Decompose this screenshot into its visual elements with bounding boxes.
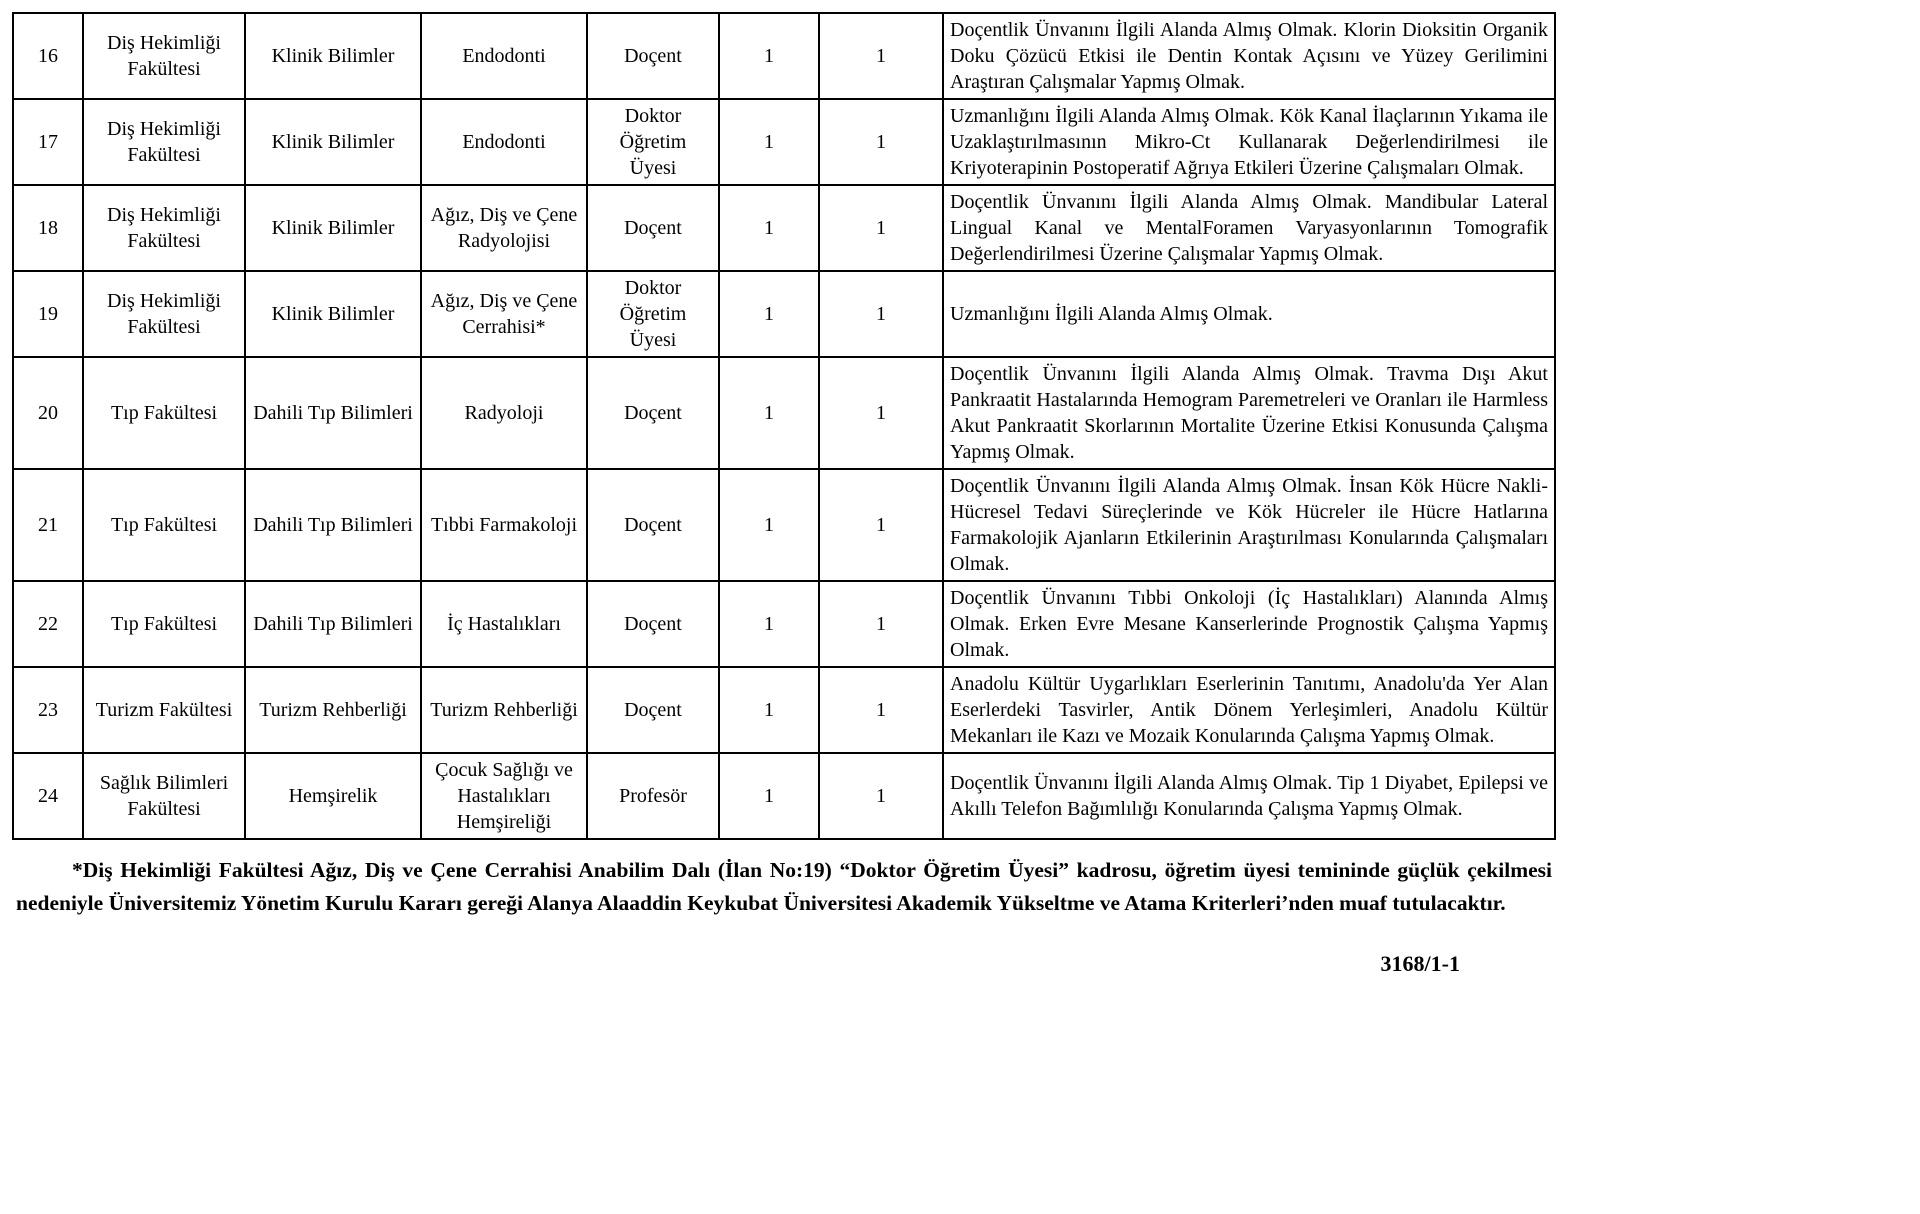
cell-row-number: 23 bbox=[13, 667, 83, 753]
cell-description: Doçentlik Ünvanını İlgili Alanda Almış Olmak. Mandibular Lateral Lingual Kanal ve MentalForamen Varyasyonlarının Tomografik Değerlendirilmesi Üzerine Çalışmalar Yapmış Olmak. bbox=[943, 185, 1555, 271]
cell-row-number: 24 bbox=[13, 753, 83, 839]
academic-positions-table bbox=[12, 12, 1556, 840]
cell-count-1: 1 bbox=[719, 469, 819, 581]
table-row bbox=[13, 99, 1555, 185]
cell-count-1: 1 bbox=[719, 99, 819, 185]
cell-title: Doktor Öğretim Üyesi bbox=[587, 99, 719, 185]
cell-count-2: 1 bbox=[819, 357, 943, 469]
cell-description: Uzmanlığını İlgili Alanda Almış Olmak. Kök Kanal İlaçlarının Yıkama ile Uzaklaştırılmasının Mikro-Ct Kullanarak Değerlendirilmesi ile Kriyoterapinin Postoperatif Ağrıya Etkileri Üzerine Çalışmaları Olmak. bbox=[943, 99, 1555, 185]
cell-description: Doçentlik Ünvanını İlgili Alanda Almış Olmak. Travma Dışı Akut Pankraatit Hastalarında Hemogram Paremetreleri ve Oranları ile Harmless Akut Pankraatit Skorlarının Mortalite Üzerine Etkisi Konusunda Çalışma Yapmış Olmak. bbox=[943, 357, 1555, 469]
cell-department: Dahili Tıp Bilimleri bbox=[245, 581, 421, 667]
cell-count-1: 1 bbox=[719, 667, 819, 753]
cell-faculty: Diş Hekimliği Fakültesi bbox=[83, 99, 245, 185]
cell-program: Ağız, Diş ve Çene Cerrahisi* bbox=[421, 271, 587, 357]
cell-description: Anadolu Kültür Uygarlıkları Eserlerinin Tanıtımı, Anadolu'da Yer Alan Eserlerdeki Tasvirler, Antik Dönem Yerleşimleri, Anadolu Kültür Mekanları ile Kazı ve Mozaik Konularında Çalışma Yapmış Olmak. bbox=[943, 667, 1555, 753]
cell-count-2: 1 bbox=[819, 185, 943, 271]
cell-department: Dahili Tıp Bilimleri bbox=[245, 469, 421, 581]
cell-row-number: 20 bbox=[13, 357, 83, 469]
cell-description: Uzmanlığını İlgili Alanda Almış Olmak. bbox=[943, 271, 1555, 357]
cell-description: Doçentlik Ünvanını İlgili Alanda Almış Olmak. Tip 1 Diyabet, Epilepsi ve Akıllı Telefon Bağımlılığı Konularında Çalışma Yapmış Olmak. bbox=[943, 753, 1555, 839]
cell-row-number: 19 bbox=[13, 271, 83, 357]
cell-department: Turizm Rehberliği bbox=[245, 667, 421, 753]
cell-row-number: 21 bbox=[13, 469, 83, 581]
cell-title: Doktor Öğretim Üyesi bbox=[587, 271, 719, 357]
cell-row-number: 22 bbox=[13, 581, 83, 667]
cell-faculty: Turizm Fakültesi bbox=[83, 667, 245, 753]
cell-title: Doçent bbox=[587, 357, 719, 469]
cell-description: Doçentlik Ünvanını İlgili Alanda Almış Olmak. İnsan Kök Hücre Nakli-Hücresel Tedavi Süreçlerinde ve Kök Hücreler ile Hücre Hatlarına Farmakolojik Ajanların Etkilerinin Araştırılması Konularında Çalışmaları Olmak. bbox=[943, 469, 1555, 581]
cell-title: Doçent bbox=[587, 581, 719, 667]
cell-row-number: 18 bbox=[13, 185, 83, 271]
cell-count-1: 1 bbox=[719, 271, 819, 357]
cell-title: Doçent bbox=[587, 667, 719, 753]
cell-faculty: Sağlık Bilimleri Fakültesi bbox=[83, 753, 245, 839]
cell-count-2: 1 bbox=[819, 469, 943, 581]
cell-faculty: Diş Hekimliği Fakültesi bbox=[83, 271, 245, 357]
footnote-exemption-note: *Diş Hekimliği Fakültesi Ağız, Diş ve Çene Cerrahisi Anabilim Dalı (İlan No:19) “Doktor Öğretim Üyesi” kadrosu, öğretim üyesi temininde güçlük çekilmesi nedeniyle Üniversitemiz Yönetim Kurulu Kararı gereği Alanya Alaaddin Keykubat Üniversitesi Akademik Yükseltme ve Atama Kriterleri’nden muaf tutulacaktır. bbox=[16, 858, 1552, 916]
cell-count-2: 1 bbox=[819, 13, 943, 99]
cell-count-2: 1 bbox=[819, 581, 943, 667]
cell-count-2: 1 bbox=[819, 667, 943, 753]
cell-faculty: Tıp Fakültesi bbox=[83, 581, 245, 667]
cell-count-1: 1 bbox=[719, 753, 819, 839]
cell-faculty: Tıp Fakültesi bbox=[83, 469, 245, 581]
cell-department: Klinik Bilimler bbox=[245, 13, 421, 99]
table-row bbox=[13, 581, 1555, 667]
cell-program: Ağız, Diş ve Çene Radyolojisi bbox=[421, 185, 587, 271]
cell-count-1: 1 bbox=[719, 581, 819, 667]
cell-faculty: Diş Hekimliği Fakültesi bbox=[83, 13, 245, 99]
cell-title: Doçent bbox=[587, 185, 719, 271]
cell-title: Profesör bbox=[587, 753, 719, 839]
table-row bbox=[13, 185, 1555, 271]
announcement-number: 3168/1-1 bbox=[1380, 950, 1460, 976]
cell-count-1: 1 bbox=[719, 13, 819, 99]
table-row bbox=[13, 753, 1555, 839]
cell-program: Çocuk Sağlığı ve Hastalıkları Hemşireliği bbox=[421, 753, 587, 839]
cell-department: Klinik Bilimler bbox=[245, 99, 421, 185]
cell-row-number: 17 bbox=[13, 99, 83, 185]
cell-faculty: Tıp Fakültesi bbox=[83, 357, 245, 469]
table-row bbox=[13, 667, 1555, 753]
cell-count-1: 1 bbox=[719, 357, 819, 469]
cell-faculty: Diş Hekimliği Fakültesi bbox=[83, 185, 245, 271]
table-row bbox=[13, 469, 1555, 581]
cell-title: Doçent bbox=[587, 469, 719, 581]
table-row bbox=[13, 357, 1555, 469]
cell-description: Doçentlik Ünvanını İlgili Alanda Almış Olmak. Klorin Dioksitin Organik Doku Çözücü Etkisi ile Dentin Kontak Açısını ve Yüzey Gerilimini Araştıran Çalışmalar Yapmış Olmak. bbox=[943, 13, 1555, 99]
cell-program: Endodonti bbox=[421, 99, 587, 185]
cell-program: Tıbbi Farmakoloji bbox=[421, 469, 587, 581]
cell-row-number: 16 bbox=[13, 13, 83, 99]
table-row bbox=[13, 271, 1555, 357]
cell-count-2: 1 bbox=[819, 753, 943, 839]
table-row bbox=[13, 13, 1555, 99]
cell-department: Klinik Bilimler bbox=[245, 271, 421, 357]
cell-program: Turizm Rehberliği bbox=[421, 667, 587, 753]
cell-count-2: 1 bbox=[819, 99, 943, 185]
cell-description: Doçentlik Ünvanını Tıbbi Onkoloji (İç Hastalıkları) Alanında Almış Olmak. Erken Evre Mesane Kanserlerinde Prognostik Çalışma Yapmış Olmak. bbox=[943, 581, 1555, 667]
cell-count-1: 1 bbox=[719, 185, 819, 271]
cell-department: Hemşirelik bbox=[245, 753, 421, 839]
cell-program: Radyoloji bbox=[421, 357, 587, 469]
cell-title: Doçent bbox=[587, 13, 719, 99]
cell-department: Klinik Bilimler bbox=[245, 185, 421, 271]
cell-program: İç Hastalıkları bbox=[421, 581, 587, 667]
cell-department: Dahili Tıp Bilimleri bbox=[245, 357, 421, 469]
cell-program: Endodonti bbox=[421, 13, 587, 99]
cell-count-2: 1 bbox=[819, 271, 943, 357]
